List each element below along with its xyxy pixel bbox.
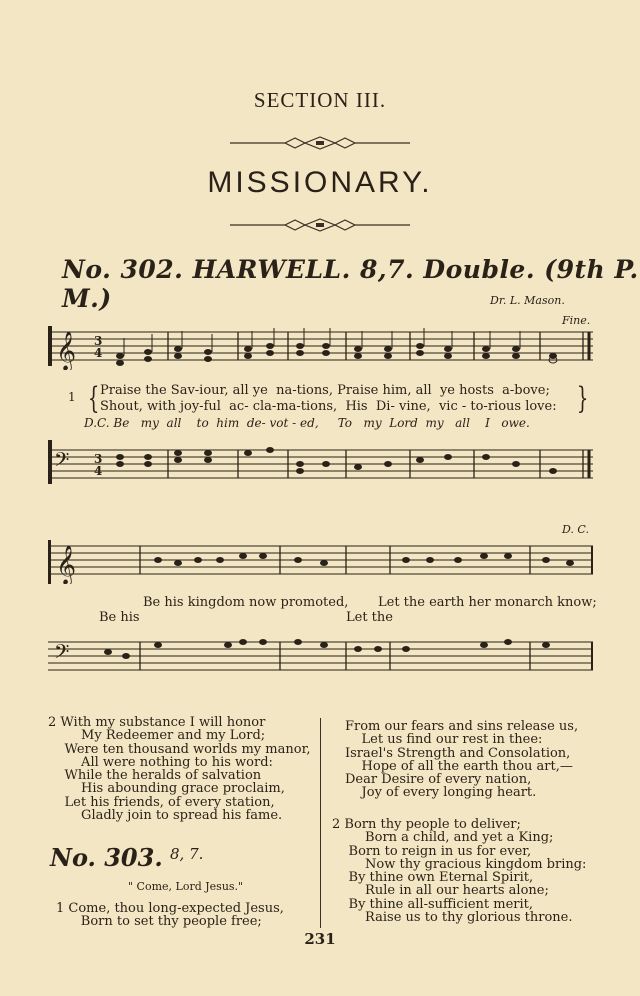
- treble-staff-row2: [48, 536, 596, 584]
- fine-marking: Fine.: [562, 314, 591, 327]
- hymn-302-verses-right: From our fears and sins release us, Let us find our rest in thee: Israel's Strength and Consolation, Hope of all the earth thou art,— Dear Desire of every nation, Joy of every longing heart.: [345, 719, 579, 801]
- hymn-302-title: No. 302. HARWELL. 8,7. Double. (9th P. M.): [62, 255, 639, 313]
- brace-right: }: [576, 381, 589, 416]
- lyric-line-1: Praise the Sav-iour, all ye na-tions, Praise him, all ye hosts a-bove;: [100, 383, 550, 398]
- svg-text:3: 3: [94, 334, 103, 348]
- lyric-line-2: Shout, with joy-ful ac- cla-ma-tions, His Di- vine, vic - to-rious love:: [100, 399, 557, 414]
- svg-text:3: 3: [94, 452, 103, 466]
- lyric-row2-a: Be his kingdom now promoted,: [143, 595, 349, 610]
- hymn-303-number: No. 303.: [50, 843, 163, 872]
- treble-staff-row1: [48, 322, 596, 370]
- lyric-row2-d: Let the: [346, 610, 393, 625]
- composer: Dr. L. Mason.: [490, 294, 565, 307]
- dc-lyric-line: D.C. Be my all to him de- vot - ed, To my Lord my all I owe.: [84, 416, 530, 430]
- svg-text:𝄞: 𝄞: [56, 545, 77, 584]
- lyric-row2-b: Let the earth her monarch know;: [378, 595, 597, 610]
- svg-text:𝄢: 𝄢: [54, 640, 70, 668]
- svg-text:4: 4: [94, 346, 103, 360]
- hymn-302-verse-2: 2 With my substance I will honor My Redeemer and my Lord; Were ten thousand worlds my manor, All were nothing to his word: While the heralds of salvation His abounding grace proclaim, Let his friends, of every station, Gladly join to spread his fame.: [48, 715, 311, 824]
- hymn-303-verse-1: 1 Come, thou long-expected Jesus, Born to set thy people free;: [56, 901, 284, 930]
- hymn-303-subtitle: " Come, Lord Jesus.": [128, 880, 244, 893]
- ornament-divider-bottom: [230, 218, 410, 232]
- section-heading: SECTION III.: [253, 88, 387, 112]
- page-number: 231: [304, 930, 336, 948]
- verse-number: 1: [68, 390, 76, 404]
- column-divider: [320, 718, 321, 928]
- svg-text:𝄢: 𝄢: [54, 448, 70, 476]
- svg-text:4: 4: [94, 464, 103, 478]
- bass-staff-row1: [48, 440, 596, 488]
- svg-text:𝄞: 𝄞: [56, 331, 77, 370]
- dc-marking: D. C.: [562, 523, 589, 536]
- ornament-divider-top: [230, 136, 410, 150]
- hymn-303-meter: 8, 7.: [170, 845, 204, 863]
- bass-staff-row2: [48, 632, 596, 684]
- brace-left: {: [87, 381, 100, 416]
- category-heading: MISSIONARY.: [207, 166, 433, 199]
- lyric-row2-c: Be his: [99, 610, 140, 625]
- hymn-303-verse-2: 2 Born thy people to deliver; Born a child, and yet a King; Born to reign in us for ever, Now thy gracious kingdom bring: By thine own Eternal Spirit, Rule in all our hearts alone; By thine all-sufficient merit, Raise us to thy glorious throne.: [332, 817, 587, 926]
